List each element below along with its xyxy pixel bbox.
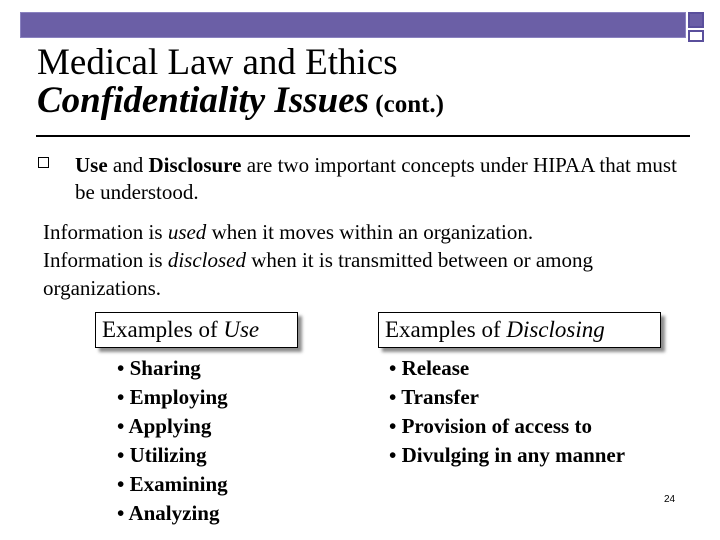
bullet-conj: and xyxy=(107,153,149,177)
slide-title xyxy=(37,44,444,124)
use-box-prefix: Examples of xyxy=(102,317,224,342)
list-item: • Divulging in any manner xyxy=(389,441,625,470)
def1-pre: Information is xyxy=(43,220,168,244)
disc-box-em: Disclosing xyxy=(506,317,605,342)
list-item: • Utilizing xyxy=(117,441,228,470)
title-line-2 xyxy=(37,80,444,121)
definition-disclosed xyxy=(43,246,703,302)
definition-paragraph xyxy=(43,218,703,302)
title-line-1: Medical Law and Ethics xyxy=(37,42,398,83)
list-item: • Employing xyxy=(117,383,228,412)
def1-em: used xyxy=(167,220,207,244)
top-decorative-bar xyxy=(20,12,686,38)
title-line-2-text: Confidentiality Issues xyxy=(37,80,370,121)
list-item: • Sharing xyxy=(117,354,228,383)
list-item: • Provision of access to xyxy=(389,412,625,441)
corner-square-outline xyxy=(688,30,704,42)
corner-square-filled xyxy=(688,12,704,28)
examples-of-use-box xyxy=(95,312,298,348)
list-item: • Transfer xyxy=(389,383,625,412)
list-item: • Applying xyxy=(117,412,228,441)
bullet-rest: are two important concepts under HIPAA that must be understood. xyxy=(75,153,677,204)
list-item: • Analyzing xyxy=(117,499,228,528)
def2-post: when it is transmitted between or among organizations. xyxy=(43,248,593,300)
list-item: • Release xyxy=(389,354,625,383)
examples-of-disclosing-box xyxy=(378,312,661,348)
disclosing-examples-list xyxy=(389,354,625,470)
term-use: Use xyxy=(75,153,108,177)
use-examples-list xyxy=(117,354,228,528)
term-disclosure: Disclosure xyxy=(148,153,242,177)
square-bullet-icon xyxy=(38,157,49,168)
page-number: 24 xyxy=(664,494,676,505)
title-cont: (cont.) xyxy=(369,91,445,118)
disc-box-prefix: Examples of xyxy=(385,317,507,342)
use-box-em: Use xyxy=(223,317,260,342)
def2-em: disclosed xyxy=(167,248,246,272)
bullet-point xyxy=(75,152,695,206)
def2-pre: Information is xyxy=(43,248,168,272)
list-item: • Examining xyxy=(117,470,228,499)
def1-post: when it moves within an organization. xyxy=(206,220,534,244)
definition-used xyxy=(43,218,703,246)
title-underline xyxy=(36,135,690,137)
